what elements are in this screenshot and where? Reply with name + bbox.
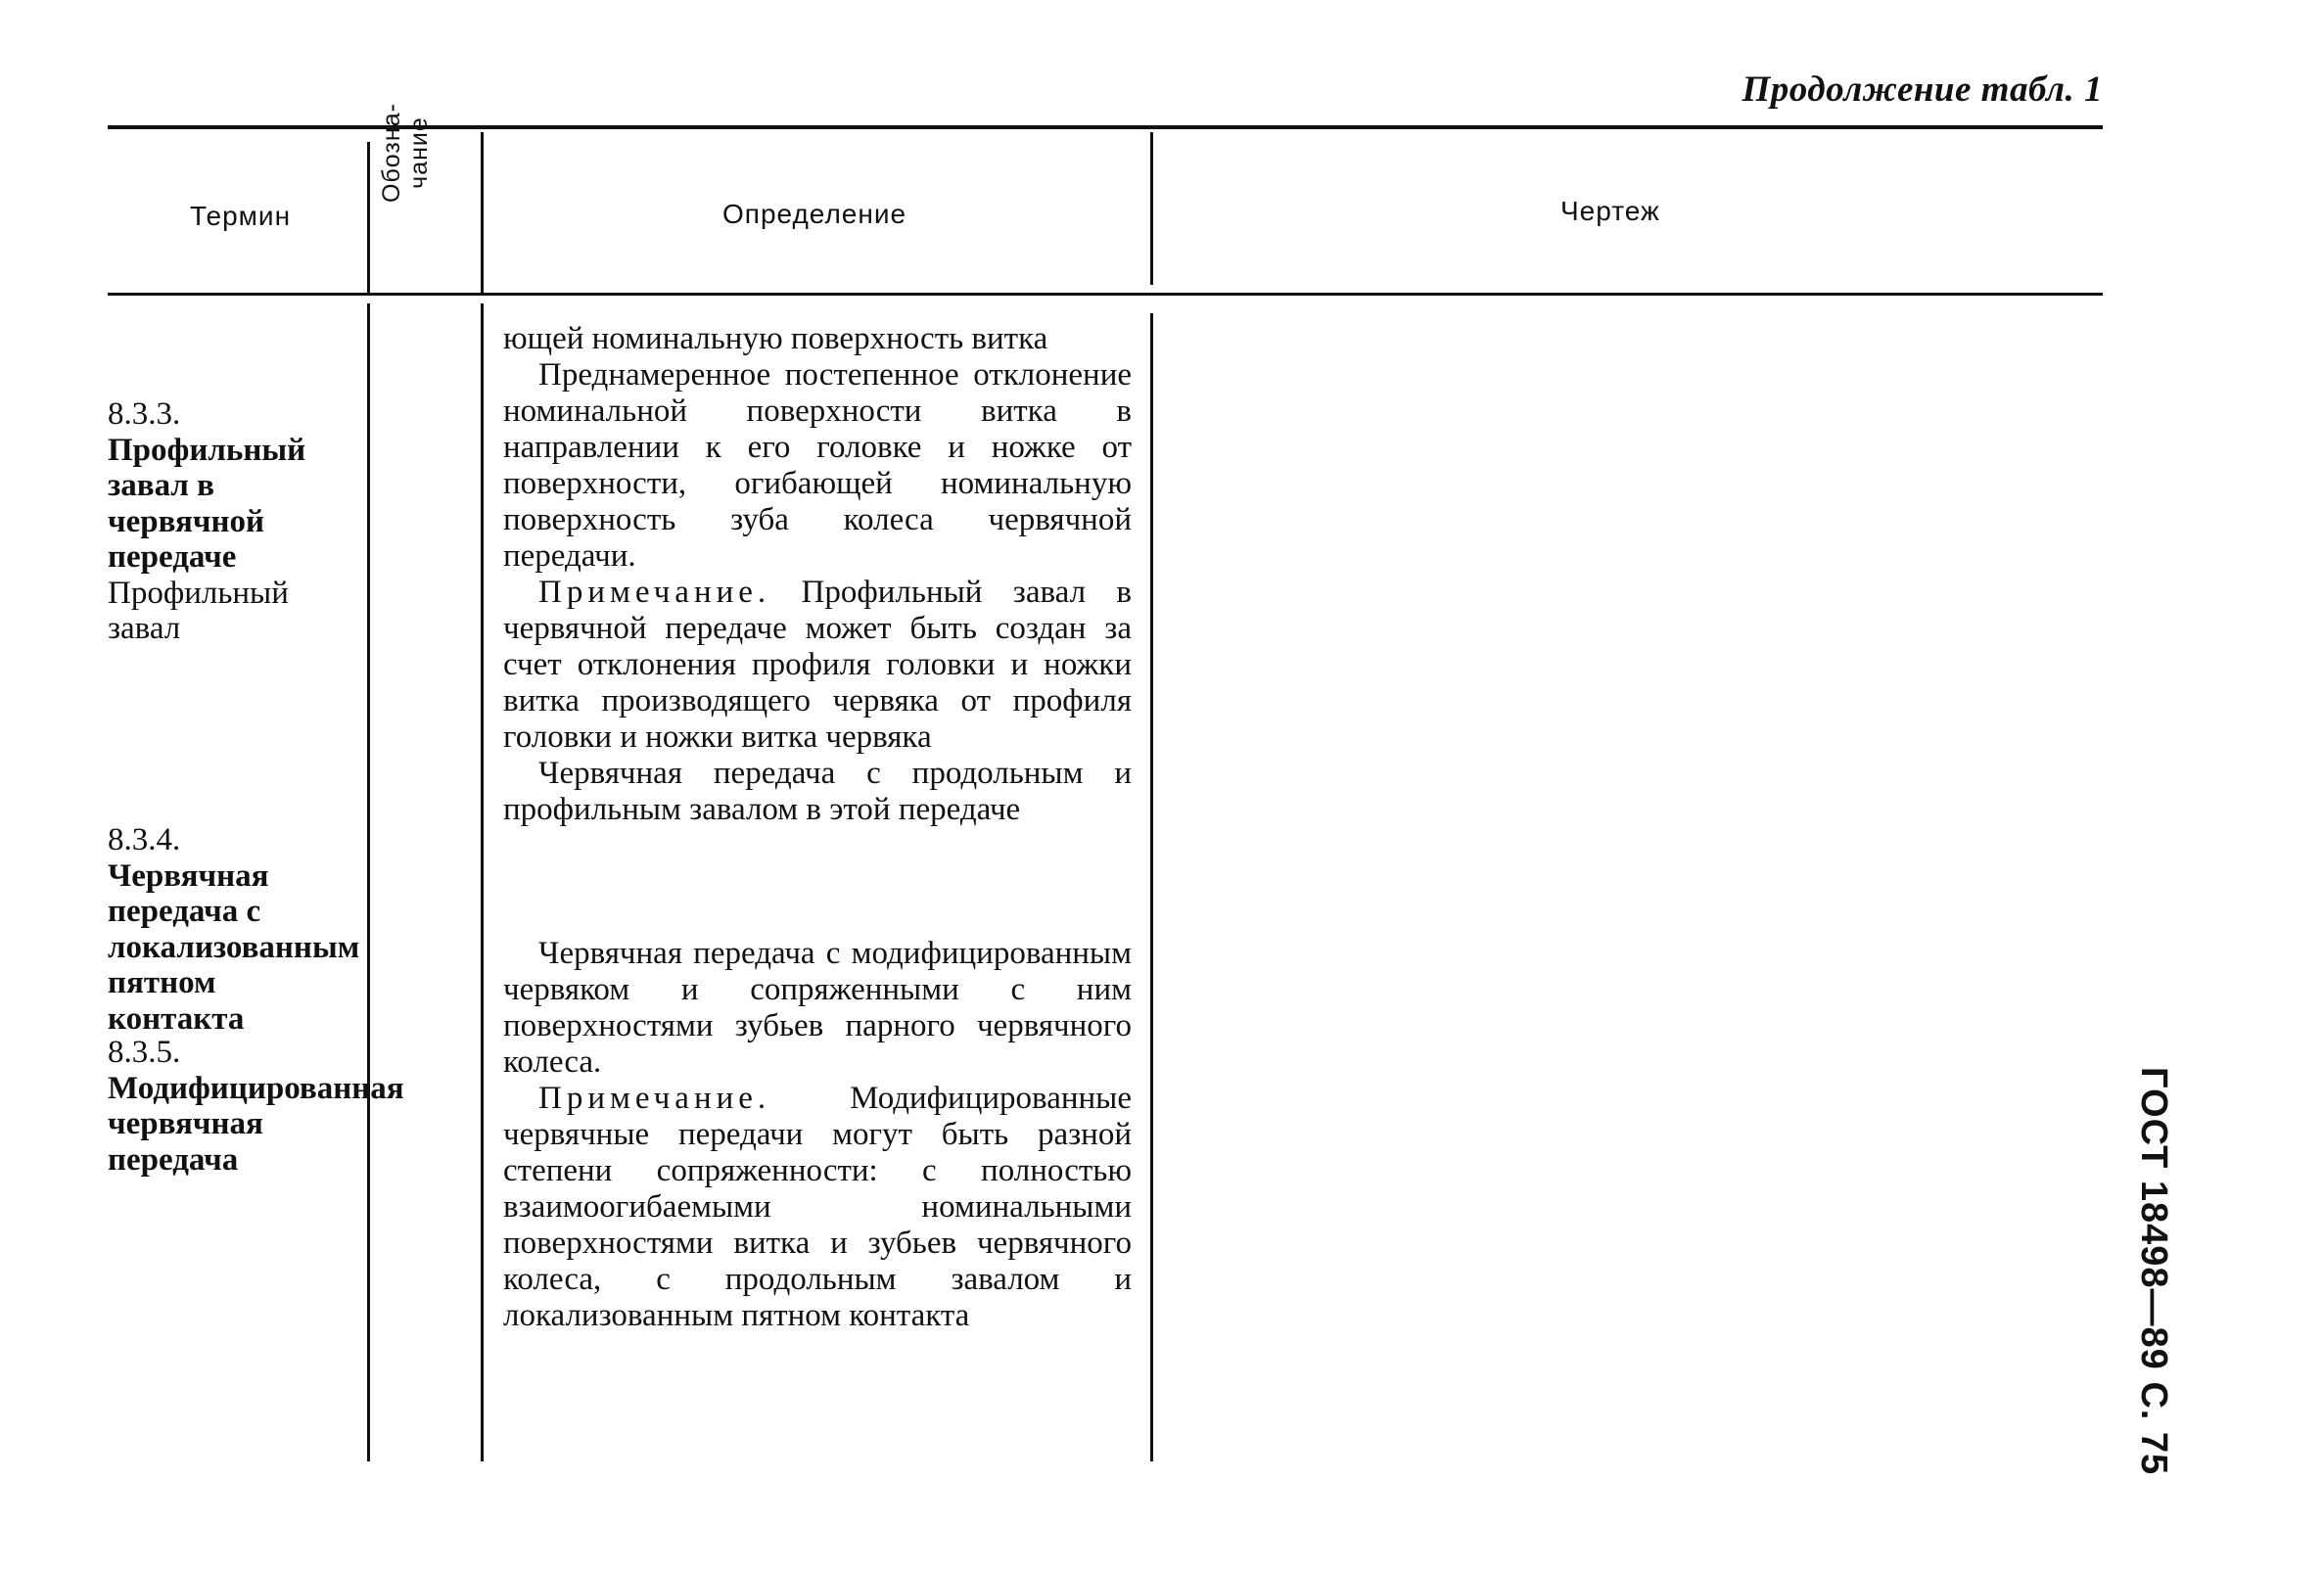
term-number: 8.3.5.	[108, 1035, 181, 1070]
header-drawing: Чертеж	[1560, 196, 1660, 226]
column-divider-definition-drawing-header	[1150, 132, 1153, 285]
term-number: 8.3.4.	[108, 822, 181, 857]
term-entry-8-3-4	[108, 822, 360, 1037]
header-symbol-line1: Обозна-	[378, 103, 405, 203]
header-bottom-rule	[108, 293, 2103, 296]
table-continuation-caption: Продолжение табл. 1	[1742, 69, 2103, 110]
column-divider-symbol-definition-body	[481, 303, 484, 1461]
header-definition: Определение	[722, 199, 907, 229]
definition-8-3-5: Червячная передача с модифицированным червяком и сопряженными с ним поверхностями зубьев парного червячного колеса.	[503, 936, 1132, 1080]
term-name: Профильный завал в червячной передаче	[108, 432, 306, 575]
definition-column	[503, 321, 1132, 1334]
term-name: Червячная передача с локализованным пятном контакта	[108, 857, 360, 1037]
term-name: Модифицированная червячная передача	[108, 1070, 404, 1178]
column-divider-term-symbol-header	[367, 142, 370, 293]
term-synonym: Профильный завал	[108, 575, 289, 646]
note-text: Профильный завал в червячной передаче может быть создан за счет отклонения профиля головки и ножки витка производящего червяка от профиля головки и ножки витка червяка	[503, 575, 1132, 755]
note-8-3-3	[503, 575, 1132, 756]
column-divider-symbol-definition-header	[481, 132, 484, 293]
column-divider-term-symbol-body	[367, 303, 370, 1461]
definition-8-3-3: Преднамеренное постепенное отклонение номинальной поверхности витка в направлении к его головке и ножке от поверхности, огибающей номинальную поверхность зуба колеса червячной передачи.	[503, 357, 1132, 574]
definition-8-3-4: Червячная передача с продольным и профильным завалом в этой передаче	[503, 756, 1132, 827]
definition-continuation: ющей номинальную поверхность витка	[503, 321, 1048, 356]
note-label: Примечание.	[538, 1081, 771, 1116]
note-text: Модифицированные червячные передачи могут быть разной степени сопряженности: с полностью взаимоогибаемыми номинальными поверхностями витка и зубьев червячного колеса, с продольным завалом и локализованным пятном контакта	[503, 1081, 1132, 1333]
term-number: 8.3.3.	[108, 396, 181, 432]
header-symbol-line2: чание	[405, 116, 433, 189]
note-8-3-5	[503, 1081, 1132, 1334]
standard-page-label: ГОСТ 18498—89 С. 75	[2133, 1067, 2174, 1476]
header-term: Термин	[190, 201, 292, 231]
header-symbol	[378, 84, 433, 221]
note-label: Примечание.	[538, 575, 771, 610]
term-entry-8-3-3	[108, 396, 323, 647]
term-entry-8-3-5	[108, 1035, 404, 1178]
column-divider-definition-drawing-body	[1150, 313, 1153, 1461]
